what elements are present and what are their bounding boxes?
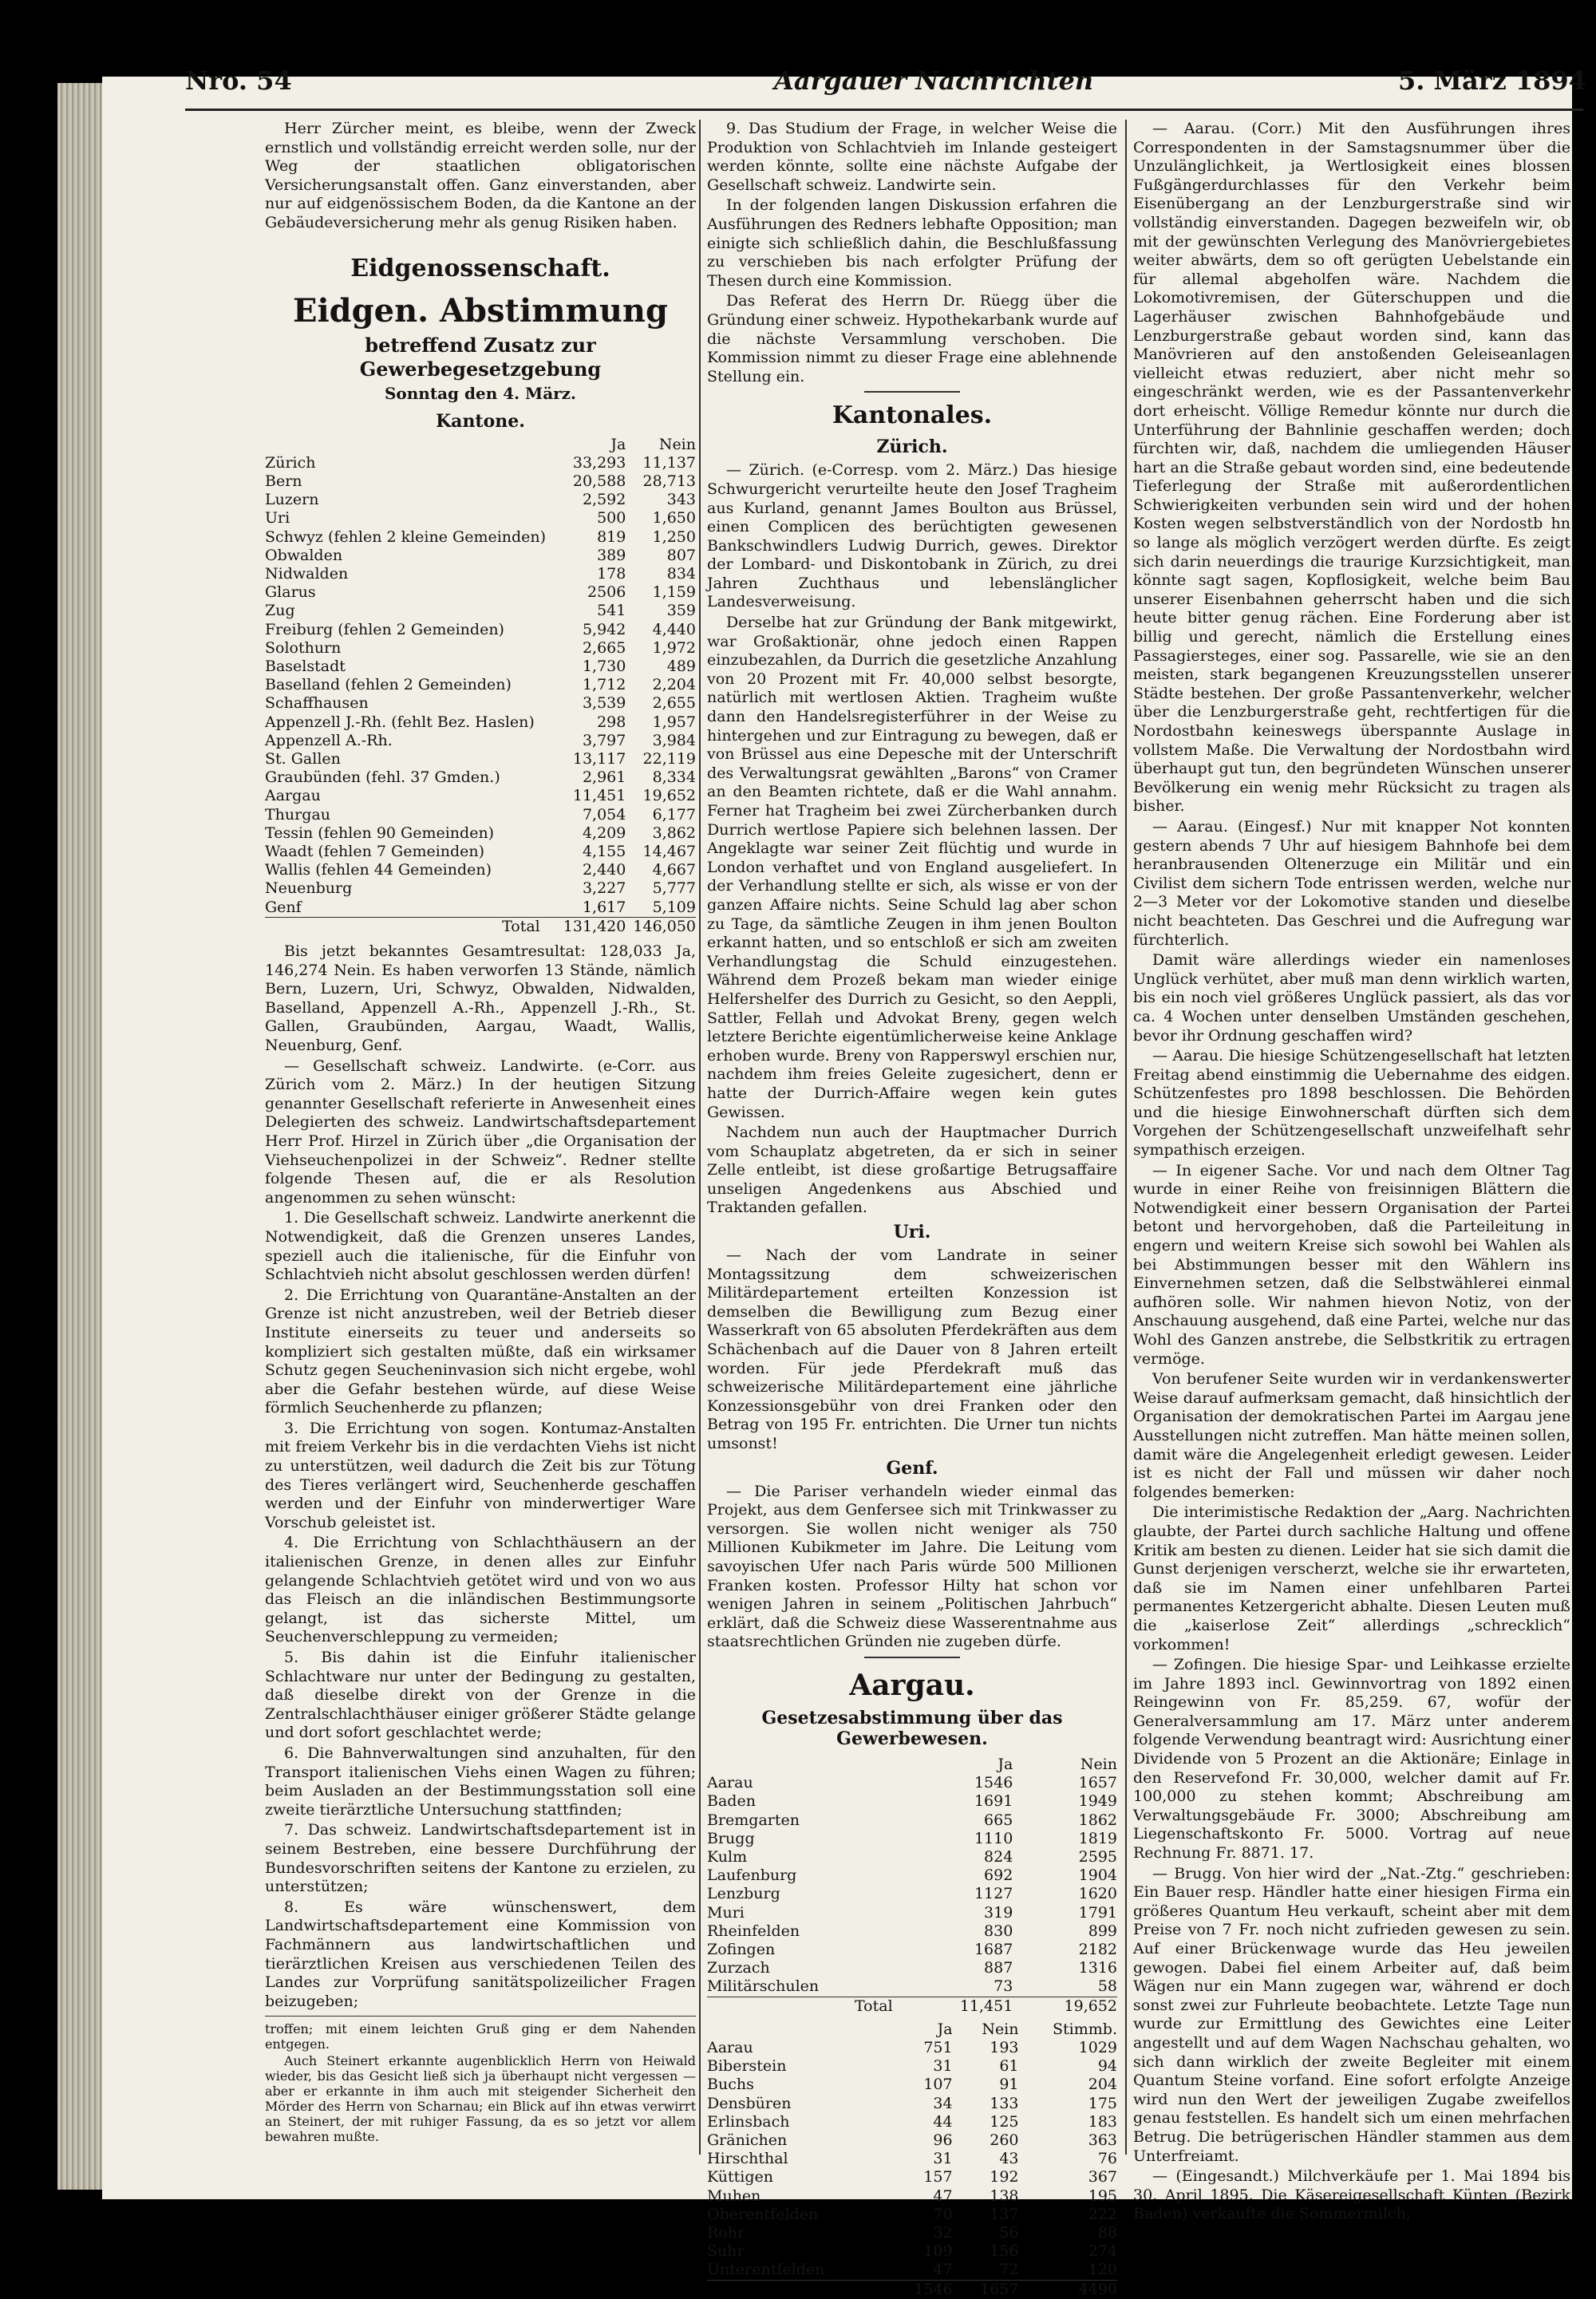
- row-label: Baselstadt: [265, 658, 346, 675]
- table-row: [707, 1941, 1117, 1959]
- table-row: [707, 2224, 1117, 2242]
- section-heading-kantonales: Kantonales.: [832, 401, 993, 430]
- table-row: [707, 2039, 1117, 2057]
- row-value: 319: [984, 1903, 1013, 1922]
- thesis-5: 5. Bis dahin ist die Einfuhr italienischer Schlachtware nur unter der Bedingung zu gestalten, daß dieselbe direkt von der Grenze in die Zentralschlachthäuser einiger größerer Städte gelange und dort sofort geschlachtet werde;: [265, 1649, 696, 1742]
- row-label: Militärschulen: [707, 1977, 820, 1996]
- row-value: 43: [999, 2150, 1019, 2168]
- thesis-7: 7. Das schweiz. Landwirtschaftsdepartement ist in seinem Bestreben, eine bessere Durchführung der Bundesvorschriften seitens der Kantone zu erzielen, zu unterstützen;: [265, 1821, 696, 1896]
- row-value: 2,440: [582, 861, 626, 879]
- row-value: 1949: [1078, 1792, 1117, 1811]
- row-value: 1791: [1078, 1903, 1117, 1922]
- row-label: Zug: [265, 602, 295, 620]
- row-value: 94: [1097, 2057, 1117, 2076]
- row-value: 1,159: [652, 583, 696, 602]
- column-divider-1: [699, 120, 701, 2155]
- row-value: 260: [990, 2131, 1019, 2149]
- row-value: 137: [990, 2205, 1019, 2223]
- row-value: 88: [1097, 2224, 1117, 2242]
- row-value: 13,117: [572, 750, 626, 768]
- subheading-zuerich: Zürich.: [876, 436, 948, 458]
- table-row: [265, 583, 696, 602]
- header-rule: [185, 109, 1583, 111]
- row-value: 91: [999, 2076, 1019, 2094]
- row-value: 1819: [1078, 1829, 1117, 1847]
- section-heading-aargau: Aargau.: [849, 1668, 975, 1702]
- table-row: [707, 1885, 1117, 1903]
- row-value: 6,177: [652, 805, 696, 824]
- table-row: [265, 658, 696, 676]
- row-value: 1546: [974, 1774, 1013, 1792]
- table-row: [265, 528, 696, 547]
- row-value: 489: [666, 658, 696, 675]
- article-title-abstimmung: Eidgen. Abstimmung: [293, 291, 668, 330]
- row-label: Aarau: [707, 1774, 753, 1792]
- row-value: 2,655: [652, 694, 696, 713]
- row-value: 665: [984, 1811, 1013, 1829]
- table-row: [265, 565, 696, 583]
- table-row: [265, 509, 696, 527]
- row-label: Oberentfelden: [707, 2205, 819, 2223]
- row-value: 4,440: [652, 620, 696, 638]
- row-value: 3,984: [652, 731, 696, 749]
- row-label: Obwalden: [265, 546, 343, 564]
- paragraph: Von berufener Seite wurden wir in verdankenswerter Weise darauf aufmerksam gemacht, daß hinsichtlich der Organisation der demokratischen Partei im Aargau jene Ausstellungen nicht zutreffen. Man hätte meinen sollen, damit wäre die Angelegenheit erledigt gewesen. Leider ist es nicht der Fall und müssen wir daher noch folgendes bemerken:: [1133, 1370, 1570, 1501]
- column-header-nein: Nein: [1080, 1755, 1117, 1773]
- row-label: Glarus: [265, 583, 316, 602]
- row-label: Laufenburg: [707, 1866, 797, 1885]
- row-value: 109: [923, 2242, 953, 2261]
- row-label: Küttigen: [707, 2168, 774, 2186]
- row-value: 1,250: [652, 527, 696, 546]
- row-value: 19,652: [642, 787, 696, 805]
- table-row: [265, 621, 696, 639]
- row-value: 125: [990, 2112, 1019, 2131]
- issue-number: Nro. 54: [185, 65, 292, 96]
- aargau-vote-title: Gesetzesabstimmung über das Gewerbewesen.: [761, 1707, 1063, 1749]
- row-value: 834: [666, 564, 696, 583]
- paragraph: — Aarau. (Eingesf.) Nur mit knapper Not konnten gestern abends 7 Uhr auf hiesigem Bahnhofe bei dem heranbrausenden Oltenerzuge ein Militär und ein Civilist dem sichern Tode entrissen werden, welche nur 2—3 Meter vor der Lokomotive standen und dieselbe nicht beachteten. Das Geschrei und die Aufregung war fürchterlich.: [1133, 817, 1570, 949]
- row-label: Appenzell J.-Rh. (fehlt Bez. Haslen): [265, 713, 535, 731]
- table-row: [707, 2206, 1117, 2224]
- row-value: 193: [990, 2038, 1019, 2056]
- paragraph: — Brugg. Von hier wird der „Nat.-Ztg.“ geschrieben: Ein Bauer resp. Händler hatte einer hiesigen Firma ein größeres Quantum Heu verkauft, scheint aber mit dem Preise von 7 Fr. noch nicht zufrieden gewesen zu sein. Auf einer Brückenwage wurde das Heu jeweilen gewogen. Dabei fiel einem Arbeiter auf, daß beim Wägen nur ein Mann zugegen war, während er doch sonst zwei zur Fuhrleute beobachtete. Letzte Tage nun wurde zur Ermittlung des Gewichtes eine Leiter angestellt und auf dem Wagen Nachschau gehalten, wo sich dann wirklich der zweite Begleiter mit einem Quantum Steine vorfand. Eine sofort erfolgte Anzeige wird nun den Wert der jeweiligen Zugabe zweifellos genau feststellen. Es handelt sich um einen mehrfachen Betrug. Die betrügerischen Händler stammen aus dem Unterfreiamt.: [1133, 1864, 1570, 2165]
- row-value: 1110: [974, 1829, 1013, 1847]
- table-row: [265, 806, 696, 824]
- row-label: Waadt (fehlen 7 Gemeinden): [265, 843, 485, 861]
- table-row: [707, 2242, 1117, 2261]
- paragraph: Damit wäre allerdings wieder ein namenloses Unglück verhütet, aber muß man denn wirklich warten, bis ein noch viel größeres Unglück passiert, als das vor ca. 4 Wochen unter denselben Umständen geschehen, bevor ihr Ordnung geschaffen wird?: [1133, 951, 1570, 1045]
- row-value: 107: [923, 2076, 953, 2094]
- row-value: 56: [999, 2224, 1019, 2242]
- thesis-1: 1. Die Gesellschaft schweiz. Landwirte anerkennt die Notwendigkeit, daß die Grenzen unseres Landes, speziell auch die italienische, für die Einfuhr von Schlachtvieh nicht absolut geschlossen werden dürfen!: [265, 1209, 696, 1284]
- row-value: 3,227: [582, 879, 626, 898]
- paragraph: Nachdem nun auch der Hauptmacher Durrich vom Schauplatz abgetreten, da er sich in seiner Zelle entleibt, ist diese großartige Betrugsaffaire unseligen Angedenkens aus Abschied und Traktanden gefallen.: [707, 1124, 1117, 1217]
- row-value: 73: [994, 1977, 1013, 1996]
- row-value: 72: [999, 2261, 1019, 2279]
- paragraph: Derselbe hat zur Gründung der Bank mitgewirkt, war Großaktionär, ohne jedoch einen Rappen einzubezahlen, da Durrich die gesetzliche Anzahlung von 20 Prozent mit Fr. 40,000 selbst besorgte, natürlich mit wertlosen Aktien. Tragheim wußte dann den Handelsregisterführer in der Weise zu hintergehen und zur Eintragung zu bewegen, daß er von Brüssel aus eine Depesche mit der Unterschrift des Verwaltungsrat gewählten „Barons“ von Cramer an den Beamten richtete, daß er die Wahl annahm. Ferner hat Tragheim bei zwei Zürcherbanken durch Durrich wertlose Papiere sich belehnen lassen. Der Angeklagte war seiner Zeit flüchtig und wurde in London verhaftet und von England ausgeliefert. In der Verhandlung stellte er sich, als wisse er von der ganzen Affaire nichts. Seine Schuld lag aber schon zu Tage, da sämtliche Zeugen in ihm jenen Boulton erkannt hatten, und so entschloß er sich am zweiten Verhandlungstag die Schuld einzugestehen. Während dem Prozeß bekam man wieder einige Helfershelfer des Durrich zu Gesicht, so den Aeppli, Sattler, Fellah und Advokat Breny, gegen welch letztere Berichte eigentümlicherweise keine Anklage erhoben wurde. Breny von Rapperswyl erschien nur, nachdem ihm freies Geleite zugesichert, denn er hatte der Durrich-Affaire wegen kein gutes Gewissen.: [707, 614, 1117, 1121]
- paragraph: — Zofingen. Die hiesige Spar- und Leihkasse erzielte im Jahre 1893 incl. Gewinnvortrag von 1892 einen Reingewinn von Fr. 85,259. 67, wofür der Generalversammlung am 17. März unter anderem folgende Verwendung beantragt wird: Ausrichtung einer Dividende von 5 Prozent an die Aktionäre; Einlage in den Reservefond Fr. 30,000, welcher damit auf Fr. 100,000 zu stehen kommt; Abschreibung am Verwaltungsgebäude Fr. 3000; Abschreibung am Liegenschaftskonto Fr. 5000. Vortrag auf neue Rechnung Fr. 8871. 17.: [1133, 1656, 1570, 1863]
- row-label: Aarau: [707, 2038, 753, 2056]
- table-row: [707, 2150, 1117, 2168]
- thesis-4: 4. Die Errichtung von Schlachthäusern an der italienischen Grenze, in denen alles zur Einfuhr gelangende Schlachtvieh getötet wird und von wo aus das Fleisch an die inländischen Bestimmungsorte gelangt, ist das sicherste Mittel, um Seuchenverschleppung zu vermeiden;: [265, 1534, 696, 1646]
- row-label: Densbüren: [707, 2094, 792, 2112]
- feuilleton-rule: [265, 2016, 696, 2017]
- row-value: 33,293: [572, 453, 626, 472]
- table-row: [707, 2076, 1117, 2094]
- row-label: Neuenburg: [265, 879, 353, 898]
- paragraph: — (Eingesandt.) Milchverkäufe per 1. Mai 1894 bis 30. April 1895. Die Käsereigesellschaft Künten (Bezirk Baden) verkaufte die Sommermilch,: [1133, 2167, 1570, 2223]
- row-value: 367: [1088, 2168, 1117, 2186]
- row-value: 178: [597, 564, 626, 583]
- row-label: Unterentfelden: [707, 2261, 825, 2279]
- paragraph: — In eigener Sache. Vor und nach dem Oltner Tag wurde in einer Reihe von freisinnigen Blättern die Notwendigkeit einer bessern Organisation der Partei betont und hervorgehoben, daß die Parteileitung in engern und weitern Kreise sich sowohl bei Wahlen als bei Abstimmungen besser mit den Wählern ins Einvernehmen setzen, daß die Selbstwählerei einmal aufhören solle. Wir nahmen hievon Notiz, von der Anschauung ausgehend, daß eine Partei, welche nur das Wohl des Ganzen anstrebe, die Selbstkritik zu ertragen vermöge.: [1133, 1161, 1570, 1368]
- row-value: 1316: [1078, 1959, 1117, 1977]
- table-row: [265, 454, 696, 472]
- row-value: 20,588: [572, 472, 626, 490]
- section-heading-eidgenossenschaft: Eidgenossenschaft.: [350, 254, 610, 282]
- row-value: 1862: [1078, 1811, 1117, 1829]
- table-row: [707, 1830, 1117, 1848]
- row-label: St. Gallen: [265, 750, 341, 768]
- row-value: 34: [933, 2094, 953, 2112]
- row-label: Luzern: [265, 491, 319, 509]
- row-value: 61: [999, 2057, 1019, 2076]
- table-row: [265, 639, 696, 658]
- row-value: 5,777: [652, 879, 696, 898]
- table-row: [265, 547, 696, 565]
- row-value: 157: [923, 2168, 953, 2186]
- paragraph: — Nach der vom Landrate in seiner Montagssitzung dem schweizerischen Militärdepartement erteilten Konzession ist demselben die Bewilligung zum Bezug einer Wasserkraft von 65 absoluten Pferdekräften aus dem Schächenbach auf die Dauer von 8 Jahren erteilt worden. Für jede Pferdekraft muß das schweizerische Militärdepartement eine jährliche Konzessionsgebühr von drei Franken oder den Betrag von 195 Fr. entrichten. Die Urner tun nichts umsonst!: [707, 1246, 1117, 1452]
- column-header: Stimmb.: [1053, 2020, 1117, 2038]
- row-value: 1691: [974, 1792, 1013, 1811]
- row-label: Suhr: [707, 2242, 745, 2261]
- row-value: 343: [666, 491, 696, 509]
- row-value: 195: [1088, 2186, 1117, 2205]
- row-value: 58: [1097, 1977, 1117, 1996]
- paragraph: In der folgenden langen Diskussion erfahren die Ausführungen des Redners lebhafte Opposition; man einigte sich schließlich dahin, die Beschlußfassung zu verschieben bis nach erfolgter Prüfung der Thesen durch eine Kommission.: [707, 196, 1117, 290]
- row-value: 274: [1088, 2242, 1117, 2261]
- row-label: Zürich: [265, 453, 316, 472]
- table-row: [707, 1792, 1117, 1811]
- row-value: 2182: [1078, 1940, 1117, 1958]
- row-value: 807: [666, 546, 696, 564]
- feuilleton-text: Auch Steinert erkannte augenblicklich Herrn von Heiwald wieder, bis das Gesicht ließ sich ja überhaupt nicht vergessen — aber er erkannte in ihm auch mit steigender Sicherheit den Mörder des Herrn von Scharnau; ein Blick auf ihn etwas verwirrt an Steinert, der mit ruhiger Fassung, da es so jetzt vor allem bewahren mußte.: [265, 2053, 696, 2145]
- table-header-row: [265, 436, 696, 454]
- table-row: [265, 843, 696, 861]
- paragraph: — Aarau. (Corr.) Mit den Ausführungen ihres Correspondenten in der Samstagsnummer über die Unzulänglichkeit, ja Wertlosigkeit eines blossen Fußgängerdurchlasses für den Verkehr beim Eisenübergang an der Lenzburgerstraße sind wir vollständig einverstanden. Dagegen bezweifeln wir, ob mit der gewünschten Verlegung des Manövriergebietes weiter abwärts, dem so oft gerügten Uebelstande ein für allemal abgeholfen wäre. Nachdem die Lokomotivremisen, der Güterschuppen und die Lagerhäuser zwischen Bahnhofgebäude und Lenzburgerstraße gebaut worden sind, kann das Manövrieren auf den anstoßenden Geleiseanlagen vielleicht etwas reduziert, aber nicht mehr so eingeschränkt werden, wie es der Passantenverkehr dort erheischt. Völlige Remedur könnte nur durch die Unterführung der Bahnlinie geschaffen werden; doch fürchten wir, daß, nachdem die umliegenden Häuser hart an die Straße gebaut worden sind, eine bedeutende Tieferlegung der Straße mit außerordentlichen Schwierigkeiten verbunden sein wird und der hohen Kosten wegen selbstverständlich von der Nordostb hn so lange als möglich verzögert werden dürfte. Es zeigt sich darin neuerdings die traurige Kurzsichtigkeit, man könnte sagt sagen, Kopflosigkeit, welche beim Bau unserer Eisenbahnen geherrscht haben und die sich heute bitter genug rächen. Eine Forderung aber ist billig und gerecht, nämlich die Erstellung eines Passagiersteges, einer sog. Passarelle, wie sie an den meisten, stark begangenen Kreuzungsstellen unserer Städte bestehen. Der große Passantenverkehr, welcher über die Lenzburgerstraße geht, rechtfertigen für die Nordostbahn keineswegs überspannte Auslage in vollstem Maße. Die Verwaltung der Nordostbahn wird überhaupt gut tun, den begründeten Wünschen unserer Bevölkerung ein wenig mehr Rücksicht zu tragen als bisher.: [1133, 120, 1570, 816]
- row-value: 824: [984, 1847, 1013, 1866]
- issue-date: 5. März 1894: [1398, 65, 1586, 96]
- row-value: 3,539: [582, 694, 626, 713]
- row-label: Zofingen: [707, 1940, 776, 1958]
- row-value: 1687: [974, 1940, 1013, 1958]
- table-row: [265, 676, 696, 694]
- row-label: Freiburg (fehlen 2 Gemeinden): [265, 620, 504, 638]
- paragraph: 9. Das Studium der Frage, in welcher Weise die Produktion von Schlachtvieh im Inlande gesteigert werden könnte, sollte eine nächste Aufgabe der Gesellschaft schweiz. Landwirte sein.: [707, 120, 1117, 194]
- row-value: 70: [933, 2205, 953, 2223]
- row-value: 1029: [1078, 2038, 1117, 2056]
- row-label: Schaffhausen: [265, 694, 369, 713]
- table-row: [265, 768, 696, 787]
- table-row: [265, 787, 696, 805]
- paragraph: — Die Pariser verhandeln wieder einmal das Projekt, aus dem Genfersee sich mit Trinkwasser zu versorgen. Sie wollen nicht weniger als 750 Millionen Kubikmeter im Jahre. Die Leitung vom savoyischen Ufer nach Paris würde 500 Millionen Franken kosten. Professor Hilty hat schon vor wenigen Jahren in seinem „Politischen Jahrbuch“ erklärt, daß die Schweiz diese Wasserentnahme aus staatsrechtlichen Gründen nie zugeben dürfe.: [707, 1482, 1117, 1651]
- row-label: Bern: [265, 472, 302, 490]
- row-label: Erlinsbach: [707, 2112, 790, 2131]
- row-value: 1,730: [582, 658, 626, 675]
- row-value: 44: [933, 2112, 953, 2131]
- row-value: 2,665: [582, 638, 626, 657]
- row-value: 4,155: [582, 843, 626, 861]
- table-row: [707, 1774, 1117, 1792]
- row-label: Rohr: [707, 2224, 745, 2242]
- subheading-uri: Uri.: [893, 1222, 931, 1243]
- row-value: 31: [933, 2057, 953, 2076]
- row-value: 138: [990, 2186, 1019, 2205]
- row-value: 76: [1097, 2150, 1117, 2168]
- separator: [864, 391, 960, 393]
- row-label: Solothurn: [265, 638, 342, 657]
- article-subtitle: betreffend Zusatz zur Gewerbegesetzgebung: [359, 333, 602, 381]
- row-value: 2595: [1078, 1847, 1117, 1866]
- row-value: 204: [1088, 2076, 1117, 2094]
- column-header: Nein: [982, 2020, 1019, 2038]
- table-row: [707, 1904, 1117, 1922]
- table-row: [707, 1866, 1117, 1885]
- paragraph: — Gesellschaft schweiz. Landwirte. (e-Corr. aus Zürich vom 2. März.) In der heutigen Sitzung genannter Gesellschaft referierte in Anwesenheit eines Delegierten des schweiz. Landwirtschaftsdepartement Herr Prof. Hirzel in Zürich über „die Organisation der Viehseuchenpolizei in der Schweiz“. Redner stellte folgende Thesen auf, die er als Resolution angenommen zu sehen wünscht:: [265, 1057, 696, 1207]
- row-value: 11,137: [642, 453, 696, 472]
- row-label: Rheinfelden: [707, 1922, 800, 1940]
- row-label: Tessin (fehlen 90 Gemeinden): [265, 824, 495, 842]
- row-label: Wallis (fehlen 44 Gemeinden): [265, 861, 492, 879]
- row-value: 22,119: [642, 750, 696, 768]
- table-row: [265, 694, 696, 713]
- row-label: Bremgarten: [707, 1811, 800, 1829]
- row-value: 1127: [974, 1885, 1013, 1903]
- table-total-row: 1546 1657 4490: [707, 2280, 1117, 2299]
- table-row: [707, 2168, 1117, 2186]
- row-value: 4,667: [652, 861, 696, 879]
- column-divider-2: [1125, 120, 1127, 2155]
- row-label: Schwyz (fehlen 2 kleine Gemeinden): [265, 527, 547, 546]
- table-row: [265, 732, 696, 750]
- column-header-nein: Nein: [658, 435, 696, 453]
- row-value: 3,797: [582, 731, 626, 749]
- column-2: [707, 120, 1117, 2298]
- table-row: [707, 2057, 1117, 2076]
- row-value: 7,054: [582, 805, 626, 824]
- row-value: 541: [597, 602, 626, 620]
- row-value: 819: [597, 527, 626, 546]
- row-label: Lenzburg: [707, 1885, 780, 1903]
- row-label: Uri: [265, 509, 290, 527]
- newspaper-title: Aargauer Nachrichten: [774, 65, 1094, 96]
- table-total-row: Total 11,451 19,652: [707, 1997, 1117, 2016]
- row-value: 8,334: [652, 768, 696, 787]
- column-header: Ja: [937, 2020, 953, 2038]
- row-value: 3,862: [652, 824, 696, 842]
- row-label: Baselland (fehlen 2 Gemeinden): [265, 676, 512, 694]
- row-value: 830: [984, 1922, 1013, 1940]
- row-value: 500: [597, 509, 626, 527]
- row-value: 32: [933, 2224, 953, 2242]
- table-row: [707, 1848, 1117, 1866]
- row-value: 4,209: [582, 824, 626, 842]
- row-value: 28,713: [642, 472, 696, 490]
- column-header-ja: Ja: [998, 1755, 1013, 1773]
- row-label: Muri: [707, 1903, 745, 1922]
- column-3: [1133, 120, 1570, 2223]
- subheading-genf: Genf.: [886, 1457, 938, 1479]
- row-value: 183: [1088, 2112, 1117, 2131]
- row-label: Muhen: [707, 2186, 761, 2205]
- row-label: Buchs: [707, 2076, 754, 2094]
- table-row: [265, 824, 696, 843]
- column-1: [265, 120, 696, 2163]
- paragraph: — Aarau. Die hiesige Schützengesellschaft hat letzten Freitag abend einstimmig die Uebernahme des eidgen. Schützenfestes pro 1898 beschlossen. Die Behörden und die hiesige Einwohnerschaft dürften sich dem Vorgehen der Schützengesellschaft unzweifelhaft sehr sympathisch erzeigen.: [1133, 1047, 1570, 1159]
- row-value: 120: [1088, 2261, 1117, 2279]
- row-value: 31: [933, 2150, 953, 2168]
- thesis-8: 8. Es wäre wünschenswert, dem Landwirtschaftsdepartement eine Kommission von Fachmännern aus landwirtschaftlichen und tierärztlichen Kreisen aus verschiedenen Teilen des Landes zur Vorprüfung sanitätspolizeilicher Fragen beizugeben;: [265, 1898, 696, 2010]
- table-row: [707, 1922, 1117, 1941]
- table-row: [265, 750, 696, 768]
- table-row: [265, 602, 696, 620]
- row-value: 1,712: [582, 676, 626, 694]
- row-label: Genf: [265, 898, 302, 916]
- row-label: Baden: [707, 1792, 756, 1811]
- table-row: [707, 2113, 1117, 2131]
- row-value: 2506: [587, 583, 626, 602]
- thesis-3: 3. Die Errichtung von sogen. Kontumaz-Anstalten mit freiem Verkehr bis in die verdachten Viehs ist nicht zu unterstützen, weil dadurch die Zeit bis zur Tötung des Tieres verlängert wird, Seuchenherde geschaffen werden und der Einfuhr von minderwertiger Ware Vorschub geleistet ist.: [265, 1419, 696, 1531]
- table-row: [265, 491, 696, 509]
- row-value: 156: [990, 2242, 1019, 2261]
- book-page-edges: [57, 83, 102, 2190]
- table-row: [265, 879, 696, 898]
- kantone-heading: Kantone.: [436, 410, 525, 432]
- column-header-ja: Ja: [610, 435, 626, 453]
- table-row: [707, 2095, 1117, 2113]
- table-row: [265, 861, 696, 879]
- table-row: [707, 1811, 1117, 1830]
- table-total-row: Total 131,420 146,050: [265, 917, 696, 936]
- row-value: 1,957: [652, 713, 696, 731]
- row-value: 175: [1088, 2094, 1117, 2112]
- row-value: 5,109: [652, 898, 696, 916]
- row-value: 1657: [1078, 1774, 1117, 1792]
- row-value: 2,592: [582, 491, 626, 509]
- table-row: [707, 1977, 1117, 1997]
- row-value: 1620: [1078, 1885, 1117, 1903]
- row-value: 47: [933, 2186, 953, 2205]
- row-value: 14,467: [642, 843, 696, 861]
- table-row: [265, 899, 696, 918]
- row-label: Brugg: [707, 1829, 755, 1847]
- row-value: 222: [1088, 2205, 1117, 2223]
- table-row: [707, 2187, 1117, 2206]
- row-value: 359: [666, 602, 696, 620]
- row-label: Zurzach: [707, 1959, 770, 1977]
- row-value: 298: [597, 713, 626, 731]
- paragraph: Die interimistische Redaktion der „Aarg. Nachrichten glaubte, der Partei durch sachliche Haltung und offene Kritik am besten zu dienen. Leider hat sie sich damit die Gunst derjenigen verscherzt, welche sie ihr erwarteten, daß sie im Namen einer unfehlbaren Partei permanentes Ketzergericht abhalte. Diesen Leuten muß die „kaiserlose Zeit“ allerdings „schrecklich“ vorkommen!: [1133, 1503, 1570, 1653]
- row-value: 1,972: [652, 638, 696, 657]
- table-row: [707, 1959, 1117, 1977]
- cantons-vote-table: [265, 436, 696, 936]
- row-value: 1,650: [652, 509, 696, 527]
- row-value: 1904: [1078, 1866, 1117, 1885]
- article-date: Sonntag den 4. März.: [384, 383, 577, 403]
- table-header-row: [707, 1756, 1117, 1774]
- thesis-6: 6. Die Bahnverwaltungen sind anzuhalten, für den Transport italienischen Viehs einen Wagen zu führen; beim Ausladen an der Bestimmungsstation soll eine zweite tierärztliche Untersuchung stattfinden;: [265, 1744, 696, 1819]
- row-value: 2,204: [652, 676, 696, 694]
- table-header-row: [707, 2021, 1117, 2039]
- row-value: 887: [984, 1959, 1013, 1977]
- table-row: [265, 713, 696, 732]
- row-label: Kulm: [707, 1847, 748, 1866]
- row-label: Graubünden (fehl. 37 Gmden.): [265, 768, 500, 787]
- row-value: 192: [990, 2168, 1019, 2186]
- row-value: 389: [597, 546, 626, 564]
- municipality-vote-table: [707, 2021, 1117, 2299]
- row-value: 1,617: [582, 898, 626, 916]
- row-label: Gränichen: [707, 2131, 788, 2149]
- row-value: 363: [1088, 2131, 1117, 2149]
- table-row: [707, 2131, 1117, 2150]
- row-label: Biberstein: [707, 2057, 787, 2076]
- paragraph: Herr Zürcher meint, es bleibe, wenn der Zweck ernstlich und vollständig erreicht werden solle, nur der Weg der staatlichen obligatorischen Versicherungsanstalt offen. Ganz einverstanden, aber nur auf eidgenössischem Boden, da die Kantone an der Gebäudeversicherung mehr als genug Risiken haben.: [265, 120, 696, 231]
- row-value: 692: [984, 1866, 1013, 1885]
- row-value: 11,451: [572, 787, 626, 805]
- row-value: 47: [933, 2261, 953, 2279]
- row-value: 5,942: [582, 620, 626, 638]
- separator: [864, 1657, 960, 1658]
- row-label: Hirschthal: [707, 2150, 788, 2168]
- row-label: Appenzell A.-Rh.: [265, 731, 393, 749]
- row-value: 751: [923, 2038, 953, 2056]
- thesis-2: 2. Die Errichtung von Quarantäne-Anstalten an der Grenze ist nicht anzustreben, weil der Betrieb dieser Institute einerseits zu teuer und anderseits so kompliziert sich gestalten müßte, daß ein wirksamer Schutz gegen Seucheninvasion sich nicht ergebe, wohl aber die Gefahr bestehen würde, auf diese Weise förmlich Seuchenherde zu pflanzen;: [265, 1286, 696, 1417]
- table-row: [707, 2261, 1117, 2280]
- row-value: 133: [990, 2094, 1019, 2112]
- table-row: [265, 472, 696, 491]
- row-value: 2,961: [582, 768, 626, 787]
- district-vote-table: [707, 1756, 1117, 2016]
- paragraph: Das Referat des Herrn Dr. Rüegg über die Gründung einer schweiz. Hypothekarbank wurde auf die nächste Versammlung verschoben. Die Kommission nimmt zu dieser Frage eine ablehnende Stellung ein.: [707, 292, 1117, 385]
- row-value: 96: [933, 2131, 953, 2149]
- row-value: 899: [1088, 1922, 1117, 1940]
- row-label: Thurgau: [265, 805, 330, 824]
- paragraph: Bis jetzt bekanntes Gesamtresultat: 128,033 Ja, 146,274 Nein. Es haben verworfen 13 Stände, nämlich Bern, Luzern, Uri, Schwyz, Obwalden, Nidwalden, Baselland, Appenzell A.-Rh., Appenzell J.-Rh., St. Gallen, Graubünden, Aargau, Waadt, Wallis, Neuenburg, Genf.: [265, 942, 696, 1055]
- paragraph: — Zürich. (e-Corresp. vom 2. März.) Das hiesige Schwurgericht verurteilte heute den Josef Tragheim aus Kurland, genannt James Boulton aus Brüssel, einen Complicen des berüchtigten gewesenen Bankschwindlers Ludwig Durrich, gewes. Direktor der Lombard- und Diskontobank in Zürich, zu drei Jahren Zuchthaus und lebenslänglicher Landesverweisung.: [707, 461, 1117, 611]
- feuilleton-text: troffen; mit einem leichten Gruß ging er dem Nahenden entgegen.: [265, 2021, 696, 2052]
- row-label: Nidwalden: [265, 564, 349, 583]
- row-label: Aargau: [265, 787, 321, 805]
